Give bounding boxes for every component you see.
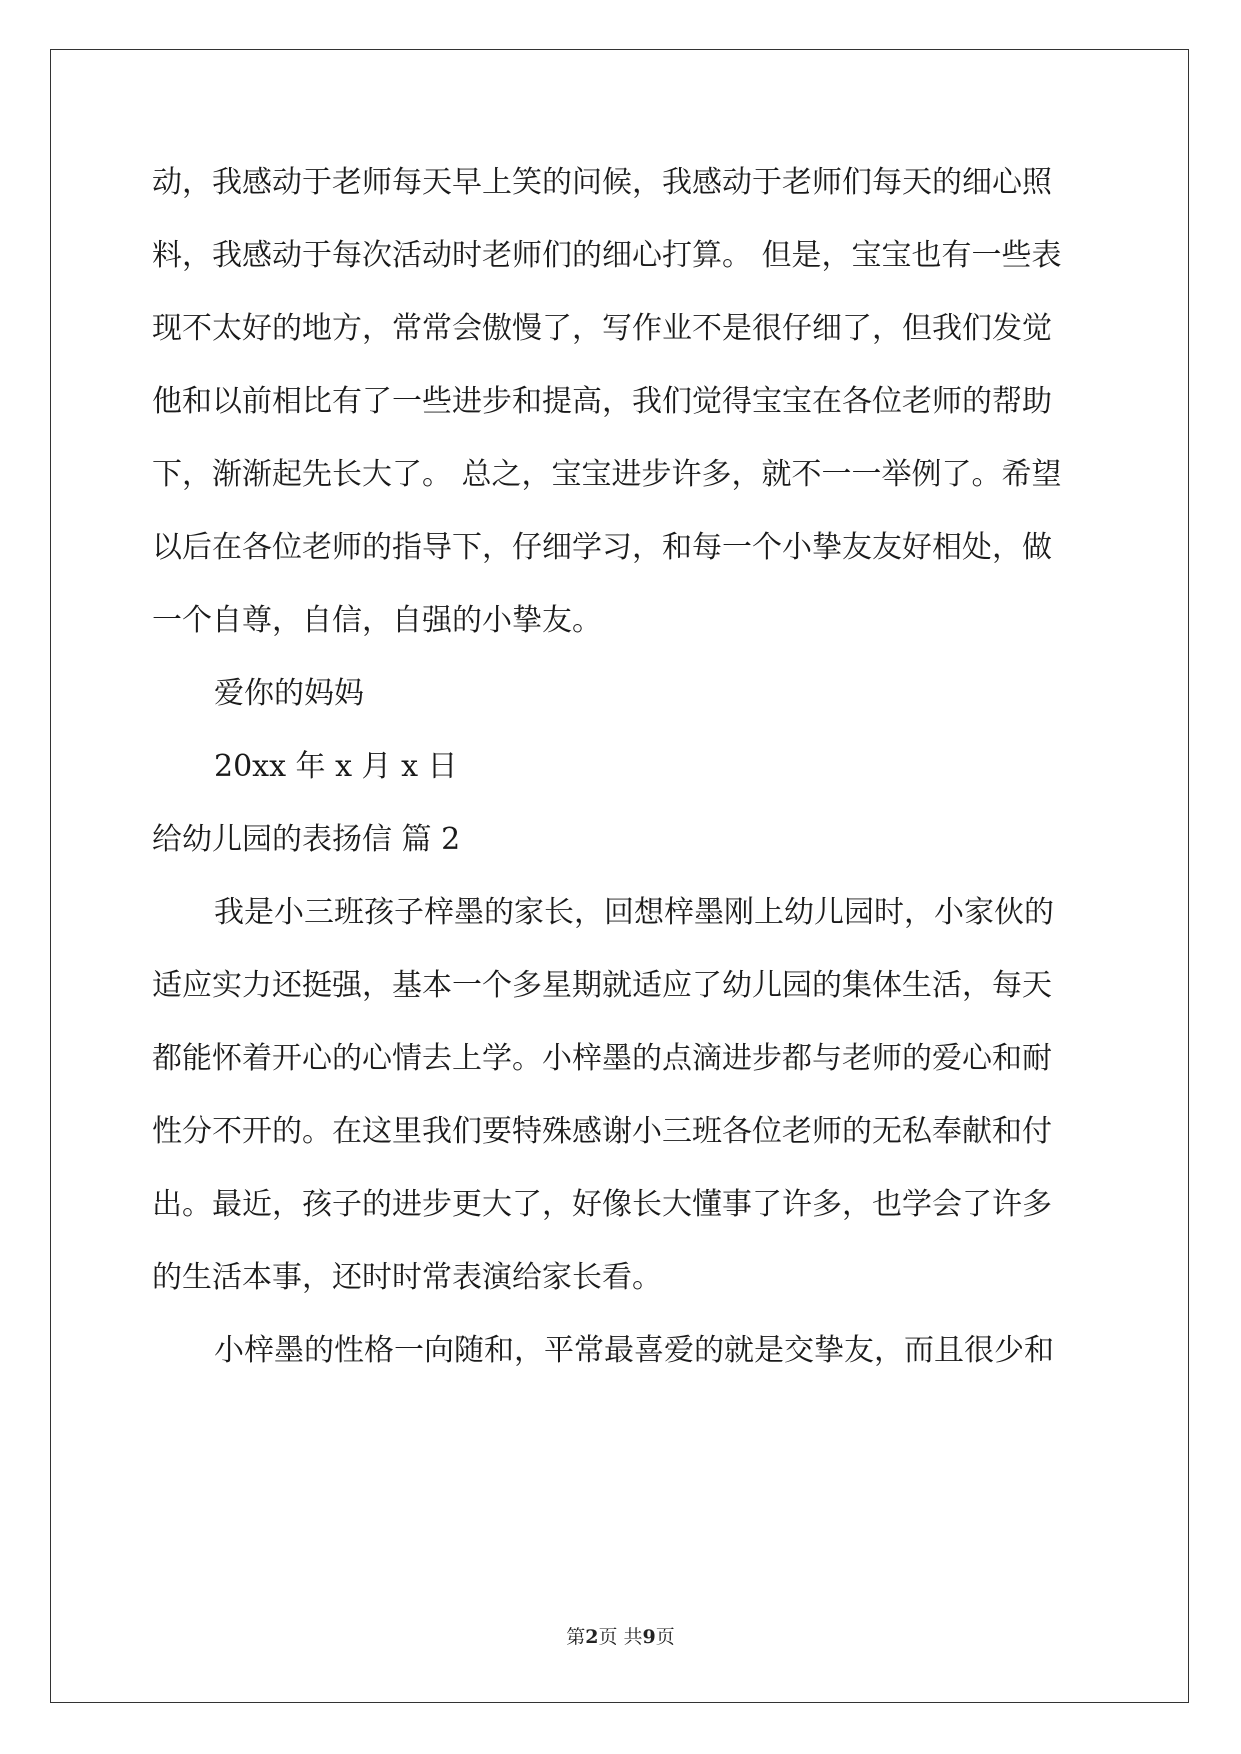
page-label-mid: 页 共	[598, 1626, 643, 1648]
signature-line: 爱你的妈妈	[214, 676, 364, 711]
text-line: 我是小三班孩子梓墨的家长，回想梓墨刚上幼儿园时，小家伙的	[214, 895, 1054, 930]
text-line: 料，我感动于每次活动时老师们的细心打算。 但是，宝宝也有一些表	[152, 238, 1062, 273]
text-line: 下，渐渐起先长大了。 总之，宝宝进步许多，就不一一举例了。希望	[152, 457, 1062, 492]
text-line: 他和以前相比有了一些进步和提高，我们觉得宝宝在各位老师的帮助	[152, 384, 1052, 419]
current-page-number: 2	[585, 1626, 599, 1648]
page-label-prefix: 第	[566, 1626, 586, 1648]
text-line: 动，我感动于老师每天早上笑的问候，我感动于老师们每天的细心照	[152, 165, 1052, 200]
total-page-number: 9	[642, 1626, 656, 1648]
text-line: 以后在各位老师的指导下，仔细学习，和每一个小挚友友好相处，做	[152, 530, 1052, 565]
page-frame	[50, 49, 1189, 1703]
text-line: 的生活本事，还时时常表演给家长看。	[152, 1260, 662, 1295]
section-heading: 给幼儿园的表扬信 篇 2	[152, 822, 461, 857]
text-line: 适应实力还挺强，基本一个多星期就适应了幼儿园的集体生活，每天	[152, 968, 1052, 1003]
text-line: 出。最近，孩子的进步更大了，好像长大懂事了许多，也学会了许多	[152, 1187, 1052, 1222]
page-label-suffix: 页	[655, 1626, 675, 1648]
text-line: 性分不开的。在这里我们要特殊感谢小三班各位老师的无私奉献和付	[152, 1114, 1052, 1149]
text-line: 都能怀着开心的心情去上学。小梓墨的点滴进步都与老师的爱心和耐	[152, 1041, 1052, 1076]
page-footer	[0, 1625, 1241, 1649]
text-line: 小梓墨的性格一向随和，平常最喜爱的就是交挚友，而且很少和	[214, 1333, 1054, 1368]
date-line: 20xx 年 x 月 x 日	[214, 749, 458, 784]
text-line: 一个自尊，自信，自强的小挚友。	[152, 603, 602, 638]
text-line: 现不太好的地方，常常会傲慢了，写作业不是很仔细了，但我们发觉	[152, 311, 1052, 346]
